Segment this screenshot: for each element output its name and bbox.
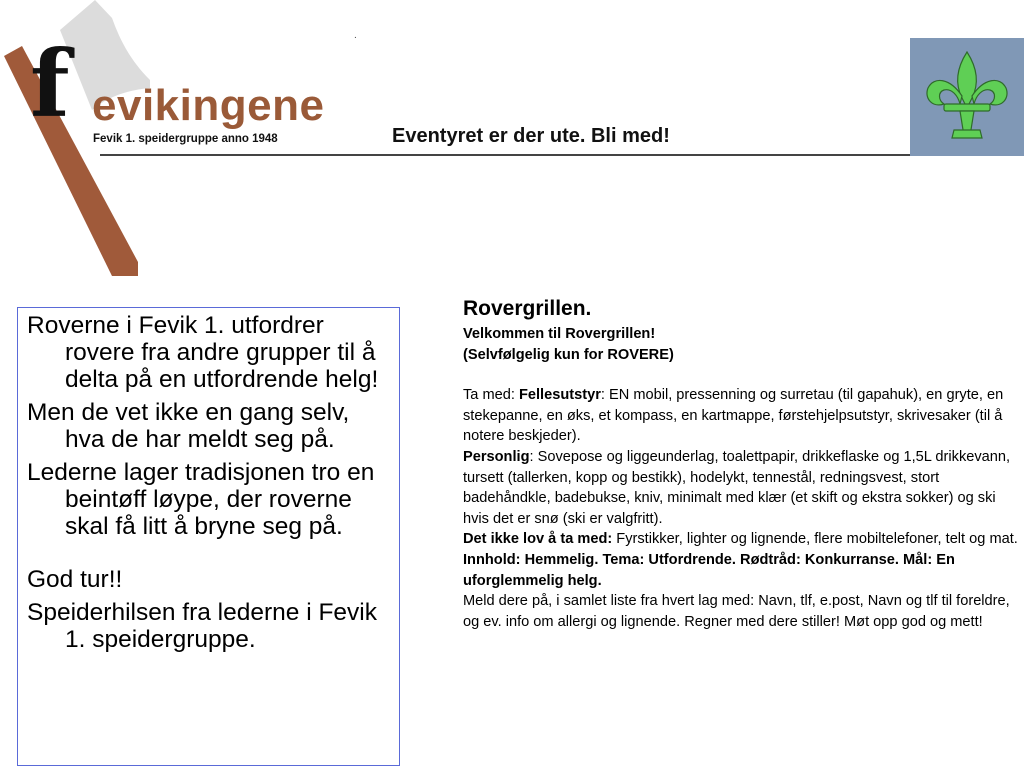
logo-initial: f <box>30 30 70 138</box>
intro-paragraph: Lederne lager tradisjonen tro en beintøff løype, der roverne skal få litt å bryne seg på. <box>27 459 375 540</box>
greeting: God tur!! <box>27 566 123 593</box>
bring-common <box>463 385 1019 447</box>
info-title: Rovergrillen. <box>463 297 592 320</box>
personal-label: Personlig <box>463 448 530 465</box>
intro-paragraph: Roverne i Fevik 1. utfordrer rovere fra andre grupper til å delta på en utfordrende helg! <box>27 312 379 393</box>
rovers-only-line: (Selvfølgelig kun for ROVERE) <box>463 346 674 363</box>
signature: Speiderhilsen fra lederne i Fevik 1. speidergruppe. <box>27 599 377 653</box>
logo-word: evikingene <box>92 81 325 130</box>
not-allowed-text: Fyrstikker, lighter og lignende, flere mobiltelefoner, telt og mat. <box>612 531 1018 548</box>
bring-personal <box>463 447 1019 529</box>
header-divider <box>100 154 912 156</box>
info-panel <box>463 294 1019 632</box>
tagline: Eventyret er der ute. Bli med! <box>392 125 670 147</box>
scout-emblem <box>910 38 1024 156</box>
signup-text: Meld dere på, i samlet liste fra hvert lag med: Navn, tlf, e.post, Navn og tlf til foreldre, og ev. info om allergi og lignende. Regner med dere stiller! Møt opp god og mett! <box>463 593 1010 630</box>
personal-text: : Sovepose og liggeunderlag, toalettpapir, drikkeflaske og 1,5L drikkevann, tursett (tallerken, kopp og bestikk), hodelykt, tennestål, redningsvest, stort badehåndkle, badebukse, kniv, minimalt med klær (et skift og ekstra sokker) og ski hvis det er snø (ski er valgfritt). <box>463 448 1011 527</box>
bring-label: Ta med: <box>463 387 519 404</box>
logo-subtitle: Fevik 1. speidergruppe anno 1948 <box>93 133 278 145</box>
common-gear-text: : EN mobil, pressenning og surretau (til gapahuk), en gryte, en stekepanne, en øks, et kompass, en kartmappe, førstehjelpsutstyr, skrivesaker (til å notere beskjeder). <box>463 387 1004 445</box>
intro-box <box>17 307 400 766</box>
content-line: Innhold: Hemmelig. Tema: Utfordrende. Rødtråd: Konkurranse. Mål: En uforglemmelig helg. <box>463 551 955 589</box>
not-allowed-label: Det ikke lov å ta med: <box>463 531 613 548</box>
decorative-dot: . <box>354 30 357 41</box>
not-allowed <box>463 529 1019 550</box>
header <box>0 0 1024 280</box>
fleur-de-lis-icon <box>910 38 1024 156</box>
common-gear-label: Fellesutstyr <box>518 387 601 404</box>
welcome-line: Velkommen til Rovergrillen! <box>463 326 656 342</box>
intro-paragraph: Men de vet ikke en gang selv, hva de har meldt seg på. <box>27 399 350 453</box>
